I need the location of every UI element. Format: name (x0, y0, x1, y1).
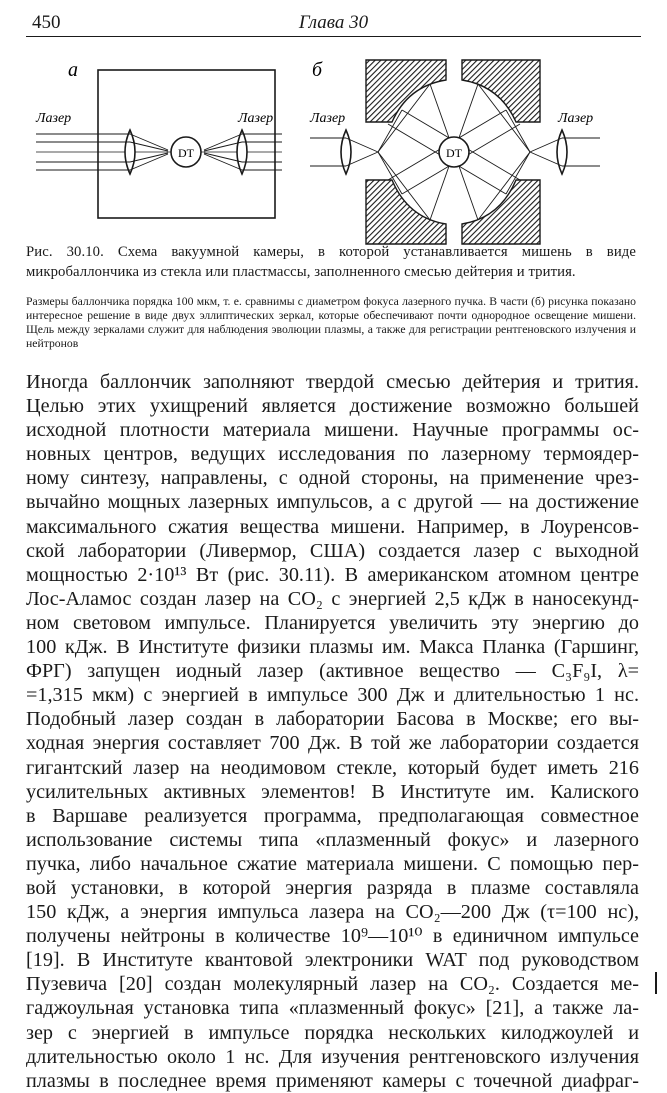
body-line: гаджоульная установка типа «плазменный фокус» [21], а также ла- (26, 997, 639, 1020)
body-line: использование системы типа «плазменный фокус» и лазерного (26, 828, 639, 851)
body-line: =1,315 мкм) с энергией в импульсе 300 Дж и длительностью 1 нс. (26, 684, 639, 707)
figure-caption-note: Размеры баллончика порядка 100 мкм, т. е. сравнимы с диаметром фокуса лазерного пучка. В части (б) рисунка показано интересное решение в виде двух эллиптических зеркал, которые обеспечивают почти однородное освещение мишени. Щель между зеркалами служит для наблюдения эволюции плазмы, а также для регистрации рентгеновского излучения и нейтронов (26, 295, 636, 350)
body-line: ФРГ) запущен иодный лазер (активное вещество — C₃F₉I, λ= (26, 660, 639, 683)
body-line: новных центров, ведущих исследования по лазерному термоядер- (26, 443, 639, 466)
body-line: плазмы в последнее время применяют камеры с точечной диафраг- (26, 1069, 639, 1092)
lens-left-a (125, 130, 135, 174)
mirror-bottom-left (366, 180, 446, 244)
body-line: вой установки, в которой энергия разряда в плазме составляла (26, 876, 639, 899)
panel-b (309, 59, 600, 244)
body-line: ходная энергия составляет 700 Дж. В той же лаборатории создается (26, 732, 639, 755)
lens-right-a (237, 130, 247, 174)
panel-b-label: б (312, 59, 323, 81)
body-line: 100 кДж. В Институте физики плазмы им. Макса Планка (Гаршинг, (26, 636, 639, 659)
page-number: 450 (32, 12, 61, 33)
body-line: в Варшаве реализуется программа, предполагающая совместное (26, 804, 639, 827)
body-line: ном световом импульсе. Планируется увеличить эту энергию до (26, 611, 639, 634)
figure-30-10 (0, 50, 667, 245)
laser-left-b-label: Лазер (310, 111, 346, 126)
body-line: мощностью 2·10¹³ Вт (рис. 30.11). В американском атомном центре (26, 563, 639, 586)
body-line: Лос-Аламос создан лазер на CO₂ с энергией 2,5 кДж в наносекунд- (26, 587, 639, 610)
lens-left-b (341, 130, 351, 174)
body-line: ному синтезу, направлены, с одной стороны, на применение чрез- (26, 467, 639, 490)
body-line: гигантский лазер на неодимовом стекле, который будет иметь 216 (26, 756, 639, 779)
laser-right-b-label: Лазер (558, 111, 594, 126)
figure-caption: Рис. 30.10. Схема вакуумной камеры, в которой устанавливается мишень в виде микробаллончика из стекла или пластмассы, заполненного смесью дейтерия и трития. (26, 244, 636, 280)
page-header (26, 8, 641, 37)
laser-right-a-label: Лазер (238, 111, 274, 126)
laser-left-a-label: Лазер (36, 111, 72, 126)
lens-right-b (557, 130, 567, 174)
body-line: ской лаборатории (Ливермор, США) создается лазер с выходной (26, 539, 639, 562)
body-line: Целью этих ухищрений является достижение возможно большей (26, 395, 639, 418)
body-line: пучка, либо начальное сжатие материала мишени. С помощью пер- (26, 852, 639, 875)
body-line: зер с энергией в импульсе порядка нескольких килоджоулей и (26, 1021, 639, 1044)
body-line: исходной плотности материала мишени. Научные программы ос- (26, 419, 639, 442)
body-line: 150 кДж, а энергия импульса лазера на CO₂—200 Дж (τ=100 нс), (26, 901, 639, 924)
body-line: получены нейтроны в количестве 10⁹—10¹⁰ в единичном импульсе (26, 925, 639, 948)
body-line: вычайно мощных лазерных импульсов, а с другой — на достижение (26, 491, 639, 514)
panel-a-label: а (68, 59, 78, 81)
body-text (26, 370, 639, 1093)
body-line: длительностью около 1 нс. Для изучения рентгеновского излучения (26, 1045, 639, 1068)
target-b-label: DT (446, 146, 462, 160)
body-line: максимального сжатия вещества мишени. Например, в Лоуренсов- (26, 515, 639, 538)
body-line: [19]. В Институте квантовой электроники WAT под руководством (26, 949, 639, 972)
body-line: Пузевича [20] создан молекулярный лазер на CO₂. Создается ме- (26, 973, 639, 996)
body-line: Подобный лазер создан в лаборатории Басова в Москве; его вы- (26, 708, 639, 731)
margin-mark (655, 972, 657, 994)
body-line: Иногда баллончик заполняют твердой смесью дейтерия и трития. (26, 371, 639, 393)
body-line: усилительных активных элементов! В Институте им. Калиского (26, 780, 639, 803)
target-a-label: DT (178, 146, 194, 160)
panel-a (35, 59, 282, 218)
running-title: Глава 30 (298, 12, 369, 33)
